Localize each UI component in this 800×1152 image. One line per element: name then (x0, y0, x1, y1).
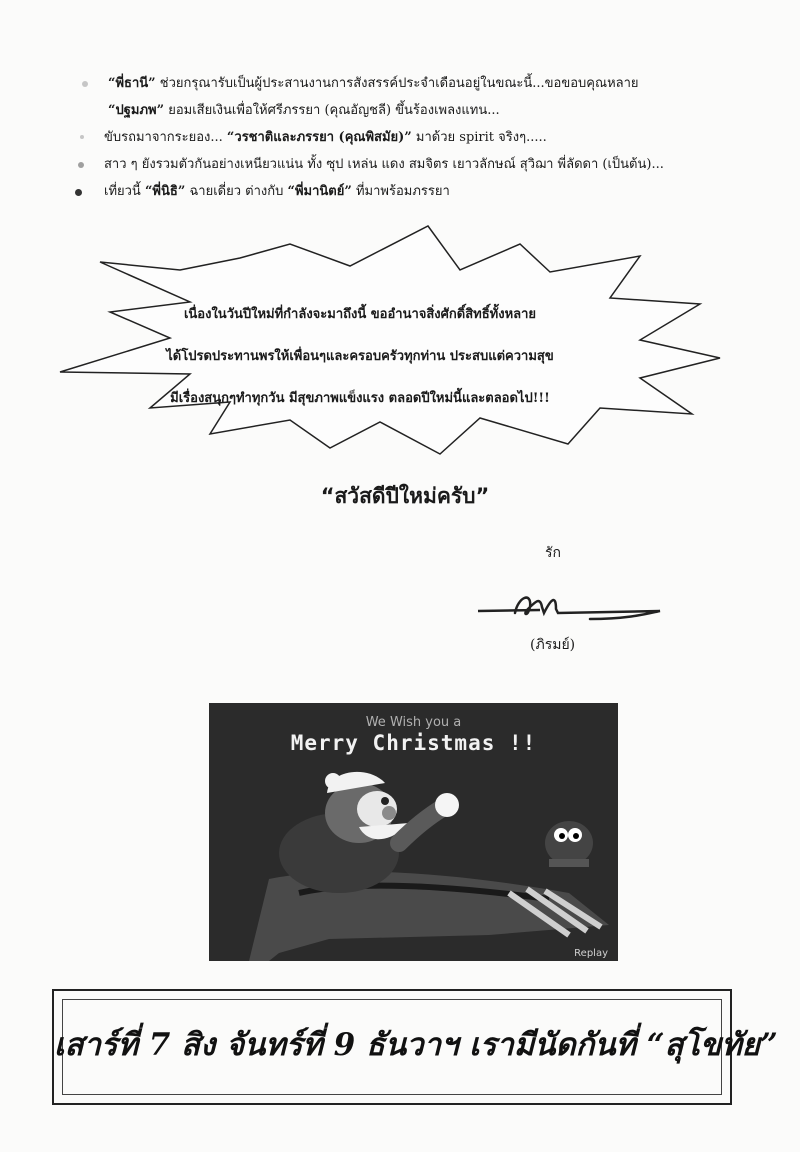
bullet-text (108, 70, 639, 97)
wish-line-3: มีเรื่องสนุกๆทำทุกวัน มีสุขภาพแข็งแรง ตลอดปีใหม่นี้และตลอดไป!!! (170, 391, 550, 406)
bullet-item (70, 124, 770, 151)
bullet-item (70, 70, 770, 97)
replay-button[interactable]: Replay (574, 948, 608, 959)
bullet-text-segment: ช่วยกรุณารับเป็นผู้ประสานงานการสังสรรค์ประจำเดือนอยู่ในขณะนี้...ขอขอบคุณหลาย (155, 76, 639, 91)
bullet-text (108, 97, 500, 124)
bullet-name-emphasis: “พี่ธานี” (108, 76, 156, 91)
bullet-text (104, 178, 450, 205)
bullet-text-segment: สาว ๆ ยังรวมตัวกันอย่างเหนียวแน่น ทั้ง ซุป เหล่น แดง สมจิตร เยาวลักษณ์ สุวิฌา พี่ลัดดา (เป็นต้น)... (104, 157, 664, 172)
bullet-item (70, 97, 770, 124)
card-wish-text: We Wish you a (365, 715, 462, 730)
news-bullet-list (70, 70, 770, 205)
bullet-item (70, 151, 770, 178)
meeting-announcement-text: เสาร์ที่ 7 สิง จันทร์ที่ 9 ธันวาฯ เรามีนัดกันที่ “สุโขทัย” (54, 1027, 778, 1063)
bullet-text-segment: มาด้วย spirit จริงๆ..... (411, 130, 547, 145)
signer-name: (ภิรมย์) (530, 637, 576, 653)
bullet-text-segment: ที่มาพร้อมภรรยา (351, 184, 450, 199)
handwritten-signature (470, 583, 670, 637)
bullet-dot (80, 135, 84, 139)
bullet-text-segment: ขับรถมาจากระยอง... (104, 130, 227, 145)
bullet-text (104, 124, 547, 151)
bullet-name-emphasis: “พี่มานิตย์” (287, 184, 352, 199)
bullet-name-emphasis: “ปฐมภพ” (108, 103, 165, 118)
signature-image (470, 583, 670, 633)
bullet-name-emphasis: “วรชาติและภรรยา (คุณพิสมัย)” (226, 130, 412, 145)
wish-line-1: เนื่องในวันปีใหม่ที่กำลังจะมาถึงนี้ ขออำนาจสิ่งศักดิ์สิทธิ์ทั้งหลาย (183, 307, 537, 322)
closing-word: รัก (545, 545, 561, 561)
wish-line-2: ได้โปรดประทานพรให้เพื่อนๆและครอบครัวทุกท่าน ประสบแต่ความสุข (166, 349, 554, 364)
meeting-announcement-banner (52, 989, 778, 1105)
card-merry-christmas-title: Merry Christmas !! (290, 731, 537, 755)
christmas-card-image (209, 703, 618, 961)
starburst-text (40, 294, 680, 420)
bullet-dot (78, 162, 84, 168)
bullet-text-segment: ฉายเดี่ยว ต่างกับ (185, 184, 288, 199)
bullet-name-emphasis: “พี่นิธิ” (144, 184, 186, 199)
bullet-text-segment: เที่ยวนี้ (104, 184, 145, 199)
bullet-dot (82, 81, 88, 87)
bullet-dot (75, 189, 82, 196)
bullet-item (70, 178, 770, 205)
bullet-text-segment: ยอมเสียเงินเพื่อให้ศรีภรรยา (คุณอัญชลี) ขึ้นร้องเพลงแทน... (164, 103, 500, 118)
bullet-text (104, 151, 664, 178)
new-year-greeting: “สวัสดีปีใหม่ครับ” (320, 484, 490, 508)
new-year-wish-starburst (40, 222, 740, 472)
